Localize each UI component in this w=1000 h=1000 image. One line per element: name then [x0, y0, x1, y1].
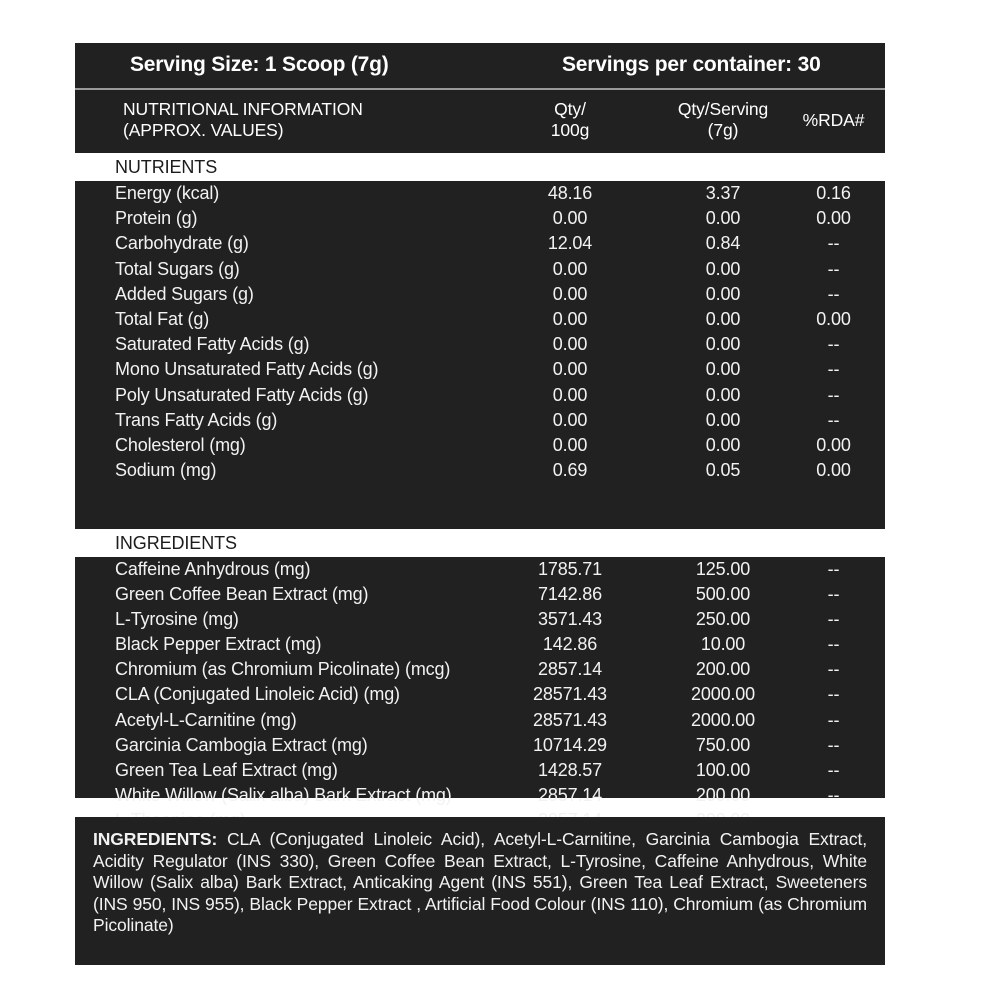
- table-row: [75, 357, 885, 382]
- row-value-qty-serving: 0.00: [705, 334, 741, 355]
- row-value-qty-serving: 0.00: [705, 308, 741, 329]
- servings-per-container-text: Servings per container: 30: [562, 53, 821, 76]
- row-value-qty-100g: 0.00: [552, 258, 588, 279]
- row-label: Green Coffee Bean Extract (mg): [115, 584, 369, 605]
- row-value-rda: --: [827, 233, 840, 254]
- row-value-qty-100g: 2857.14: [537, 659, 602, 680]
- row-value-qty-100g: 7142.86: [537, 584, 602, 605]
- nutrients-table-body: [75, 181, 885, 483]
- row-value-qty-serving: 200.00: [695, 659, 751, 680]
- column-header-qty-serving-line-2: (7g): [707, 120, 739, 140]
- row-value-rda: 0.00: [816, 308, 851, 329]
- row-value-rda: --: [827, 283, 840, 304]
- row-value-qty-100g: 0.69: [552, 460, 588, 481]
- row-label: Total Sugars (g): [115, 258, 240, 279]
- section-band-nutrients-label: NUTRIENTS: [115, 157, 218, 177]
- row-label: Trans Fatty Acids (g): [115, 409, 278, 430]
- row-value-qty-serving: 0.00: [705, 283, 741, 304]
- section-band-ingredients: [75, 529, 885, 557]
- table-row: [75, 307, 885, 332]
- column-header-qty-100g: [530, 99, 610, 141]
- row-value-qty-100g: 28571.43: [533, 709, 607, 730]
- table-row: [75, 657, 885, 682]
- nutritional-information-title: [123, 99, 363, 141]
- table-row: [75, 758, 885, 783]
- row-value-qty-serving: 0.05: [705, 460, 741, 481]
- ingredients-statement-panel: [75, 817, 885, 965]
- row-label: Carbohydrate (g): [115, 233, 249, 254]
- row-value-qty-serving: 750.00: [695, 734, 751, 755]
- row-value-qty-serving: 3.37: [705, 183, 741, 203]
- column-header-rda: %RDA#: [802, 110, 865, 130]
- row-value-qty-100g: 12.04: [547, 233, 593, 254]
- table-row: [75, 708, 885, 733]
- column-header-qty-100g-line-2: 100g: [550, 120, 590, 140]
- table-row: [75, 682, 885, 707]
- ingredients-statement-body: CLA (Conjugated Linoleic Acid), Acetyl-L-Carnitine, Garcinia Cambogia Extract, Acidity Regulator (INS 330), Green Coffee Bean Extract, L-Tyrosine, Caffeine Anhydrous, White Willow (Salix alba) Bark Extract, Anticaking Agent (INS 551), Green Tea Leaf Extract, Sweeteners (INS 950, INS 955), Black Pepper Extract , Artificial Food Colour (INS 110), Chromium (as Chromium Picolinate): [93, 829, 867, 935]
- row-value-qty-100g: 0.00: [552, 308, 588, 329]
- row-value-qty-100g: 1428.57: [537, 759, 602, 780]
- row-value-rda: --: [827, 258, 840, 279]
- row-value-rda: --: [827, 384, 840, 405]
- row-value-qty-100g: 0.00: [552, 359, 588, 380]
- row-value-rda: --: [827, 334, 840, 355]
- row-value-qty-100g: 10714.29: [533, 734, 607, 755]
- table-row: [75, 433, 885, 458]
- row-value-qty-serving: 10.00: [700, 634, 746, 655]
- row-label: Saturated Fatty Acids (g): [115, 334, 310, 355]
- row-value-qty-serving: 2000.00: [690, 709, 755, 730]
- row-value-qty-serving: 0.00: [705, 258, 741, 279]
- row-value-qty-serving: 0.00: [705, 384, 741, 405]
- row-value-qty-serving: 200.00: [695, 784, 751, 805]
- table-row: [75, 582, 885, 607]
- row-value-qty-serving: 0.00: [705, 208, 741, 229]
- nutritional-information-line-1: NUTRITIONAL INFORMATION: [123, 99, 363, 119]
- section-band-nutrients: [75, 153, 885, 181]
- table-row: [75, 332, 885, 357]
- section-band-ingredients-label: INGREDIENTS: [115, 533, 237, 553]
- table-row: [75, 783, 885, 808]
- row-value-qty-serving: 0.00: [705, 359, 741, 380]
- row-value-qty-serving: 0.00: [705, 409, 741, 430]
- row-value-qty-100g: 48.16: [547, 183, 593, 203]
- row-value-rda: --: [827, 684, 840, 705]
- row-value-qty-100g: 0.00: [552, 283, 588, 304]
- row-label: Poly Unsaturated Fatty Acids (g): [115, 384, 369, 405]
- row-value-qty-100g: 28571.43: [533, 684, 607, 705]
- row-value-qty-100g: 0.00: [552, 334, 588, 355]
- row-value-rda: --: [827, 784, 840, 805]
- row-value-qty-serving: 250.00: [695, 609, 751, 630]
- table-row: [75, 282, 885, 307]
- row-label: Mono Unsaturated Fatty Acids (g): [115, 359, 379, 380]
- row-label: Caffeine Anhydrous (mg): [115, 559, 311, 579]
- row-value-rda: --: [827, 709, 840, 730]
- row-value-rda: --: [827, 409, 840, 430]
- row-label: Acetyl-L-Carnitine (mg): [115, 709, 297, 730]
- nutrition-facts-panel: [75, 43, 885, 805]
- row-label: Protein (g): [115, 208, 198, 229]
- row-value-qty-100g: 1785.71: [537, 559, 602, 579]
- ingredients-table-body: [75, 557, 885, 833]
- row-value-qty-serving: 0.00: [705, 434, 741, 455]
- column-header-qty-serving-line-1: Qty/Serving: [677, 99, 769, 119]
- row-value-qty-serving: 2000.00: [690, 684, 755, 705]
- column-header-qty-100g-line-1: Qty/: [554, 99, 586, 119]
- row-value-qty-100g: 0.00: [552, 208, 588, 229]
- row-label: CLA (Conjugated Linoleic Acid) (mg): [115, 684, 400, 705]
- row-label: Green Tea Leaf Extract (mg): [115, 759, 338, 780]
- row-value-rda: --: [827, 359, 840, 380]
- row-value-rda: --: [827, 759, 840, 780]
- table-row: [75, 458, 885, 483]
- table-row: [75, 206, 885, 231]
- nutritional-information-line-2: (APPROX. VALUES): [123, 120, 284, 140]
- table-row: [75, 632, 885, 657]
- row-value-rda: --: [827, 609, 840, 630]
- row-label: Added Sugars (g): [115, 283, 254, 304]
- row-label: Cholesterol (mg): [115, 434, 246, 455]
- table-row: [75, 408, 885, 433]
- table-row: [75, 231, 885, 256]
- row-value-qty-100g: 2857.14: [537, 784, 602, 805]
- serving-header-row: [75, 43, 885, 90]
- table-row: [75, 733, 885, 758]
- table-row: [75, 257, 885, 282]
- row-value-rda: 0.00: [816, 434, 851, 455]
- row-value-qty-100g: 0.00: [552, 384, 588, 405]
- row-value-rda: 0.00: [816, 208, 851, 229]
- row-value-rda: --: [827, 659, 840, 680]
- row-value-qty-serving: 125.00: [695, 559, 751, 579]
- serving-size-text: Serving Size: 1 Scoop (7g): [130, 53, 389, 76]
- row-value-rda: 0.00: [816, 460, 851, 481]
- row-label: Total Fat (g): [115, 308, 210, 329]
- ingredients-statement-text: [93, 829, 867, 937]
- row-value-qty-100g: 0.00: [552, 434, 588, 455]
- table-row: [75, 557, 885, 582]
- row-value-rda: 0.16: [816, 183, 851, 203]
- row-label: Energy (kcal): [115, 183, 220, 203]
- row-value-qty-100g: 0.00: [552, 409, 588, 430]
- row-value-qty-serving: 100.00: [695, 759, 751, 780]
- row-label: Garcinia Cambogia Extract (mg): [115, 734, 368, 755]
- row-label: Sodium (mg): [115, 460, 217, 481]
- row-value-rda: --: [827, 584, 840, 605]
- row-value-rda: --: [827, 559, 840, 579]
- table-row: [75, 383, 885, 408]
- row-label: L-Tyrosine (mg): [115, 609, 239, 630]
- row-value-qty-serving: 0.84: [705, 233, 741, 254]
- row-value-qty-100g: 142.86: [542, 634, 598, 655]
- row-label: Chromium (as Chromium Picolinate) (mcg): [115, 659, 451, 680]
- column-header-qty-serving: [646, 99, 800, 141]
- row-value-rda: --: [827, 734, 840, 755]
- ingredients-statement-heading: INGREDIENTS:: [93, 829, 218, 849]
- row-value-qty-100g: 3571.43: [537, 609, 602, 630]
- row-value-qty-serving: 500.00: [695, 584, 751, 605]
- table-row: [75, 181, 885, 206]
- column-header-row: [75, 90, 885, 153]
- row-value-rda: --: [827, 634, 840, 655]
- table-row: [75, 607, 885, 632]
- row-label: White Willow (Salix alba) Bark Extract (mg): [115, 784, 452, 805]
- row-label: Black Pepper Extract (mg): [115, 634, 322, 655]
